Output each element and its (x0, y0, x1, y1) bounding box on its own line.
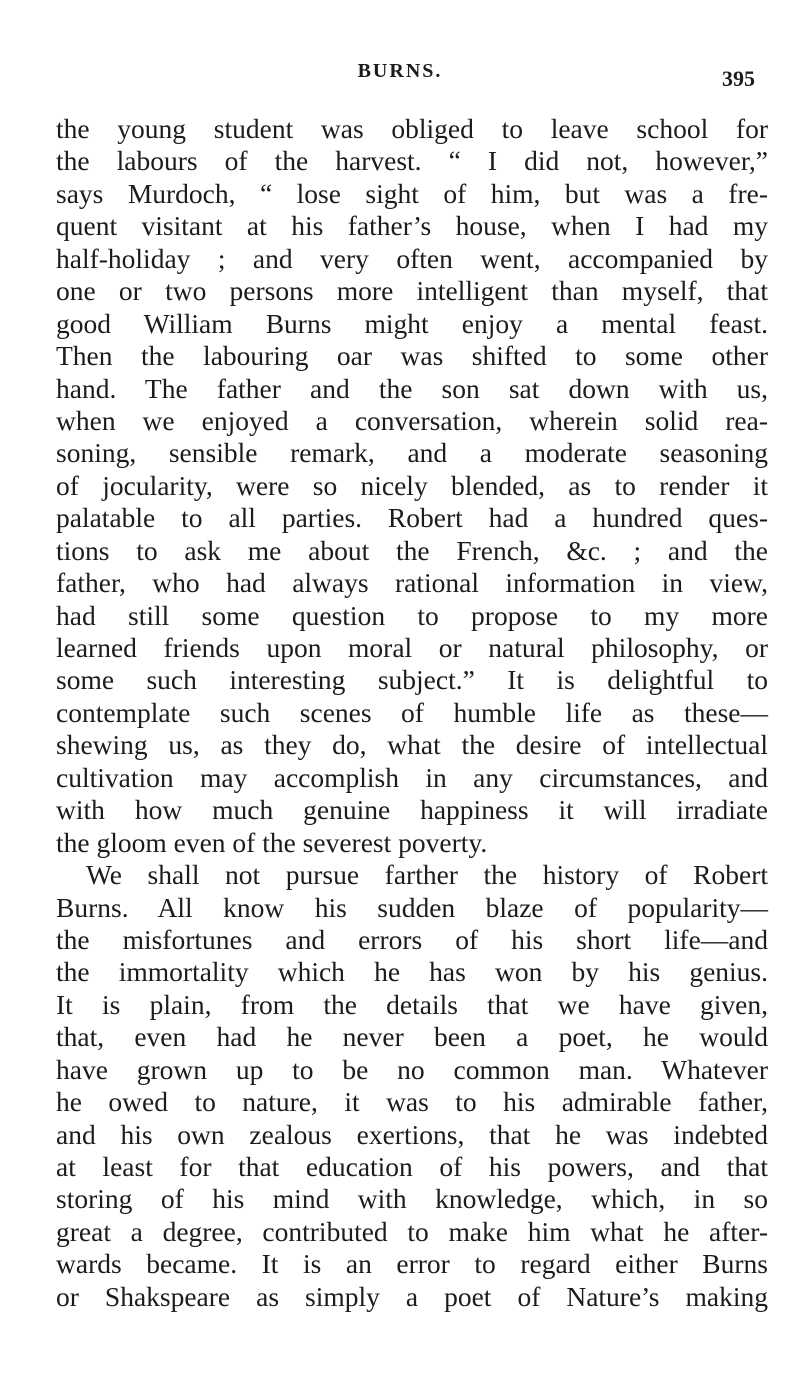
text-line: father, who had always rational information in view, (56, 567, 768, 599)
text-line: had still some question to propose to my more (56, 599, 768, 631)
text-line: the gloom even of the severest poverty. (56, 826, 488, 858)
text-line: contemplate such scenes of humble life as these— (56, 696, 768, 728)
text-line: wards became. It is an error to regard either Burns (56, 1248, 768, 1280)
text-line: half-holiday ; and very often went, accompanied by (56, 242, 768, 274)
text-line: or Shakspeare as simply a poet of Nature’s making (56, 1280, 768, 1312)
text-line: quent visitant at his father’s house, when I had my (56, 210, 768, 242)
text-line: We shall not pursue farther the history of Robert (86, 859, 768, 891)
running-head: BURNS. (357, 60, 443, 82)
text-line: with how much genuine happiness it will irradiate (56, 794, 768, 826)
text-line: soning, sensible remark, and a moderate seasoning (56, 437, 768, 469)
text-line: one or two persons more intelligent than myself, that (56, 275, 768, 307)
text-line: and his own zealous exertions, that he was indebted (56, 1118, 768, 1150)
body-text (56, 113, 768, 1313)
text-line: Then the labouring oar was shifted to some other (56, 340, 768, 372)
text-line: palatable to all parties. Robert had a hundred ques- (56, 502, 768, 534)
page-number: 395 (722, 66, 755, 91)
text-line: good William Burns might enjoy a mental feast. (56, 307, 768, 339)
text-line: the young student was obliged to leave school for (56, 113, 768, 144)
text-line: tions to ask me about the French, &c. ; and the (56, 534, 768, 566)
text-line: have grown up to be no common man. Whatever (56, 1053, 768, 1085)
text-line: says Murdoch, “ lose sight of him, but was a fre- (56, 177, 768, 209)
text-line: that, even had he never been a poet, he would (56, 1021, 768, 1053)
text-line: the misfortunes and errors of his short life—and (56, 923, 768, 955)
text-line: some such interesting subject.” It is delightful to (56, 664, 768, 696)
text-line: the immortality which he has won by his genius. (56, 956, 768, 988)
text-line: of jocularity, were so nicely blended, as to render it (56, 469, 768, 501)
text-line: hand. The father and the son sat down with us, (56, 372, 768, 404)
text-line: Burns. All know his sudden blaze of popularity— (56, 891, 768, 923)
text-line: storing of his mind with knowledge, which, in so (56, 1183, 768, 1215)
text-line: It is plain, from the details that we have given, (56, 988, 768, 1020)
text-line: he owed to nature, it was to his admirable father, (56, 1086, 768, 1118)
text-line: great a degree, contributed to make him what he after- (56, 1215, 768, 1247)
text-line: at least for that education of his powers, and that (56, 1151, 768, 1182)
text-line: when we enjoyed a conversation, wherein solid rea- (56, 404, 768, 436)
text-line: shewing us, as they do, what the desire of intellectual (56, 729, 768, 761)
text-line: cultivation may accomplish in any circumstances, and (56, 761, 768, 793)
text-line: learned friends upon moral or natural philosophy, or (56, 632, 768, 663)
text-line: the labours of the harvest. “ I did not, however,” (56, 145, 768, 177)
